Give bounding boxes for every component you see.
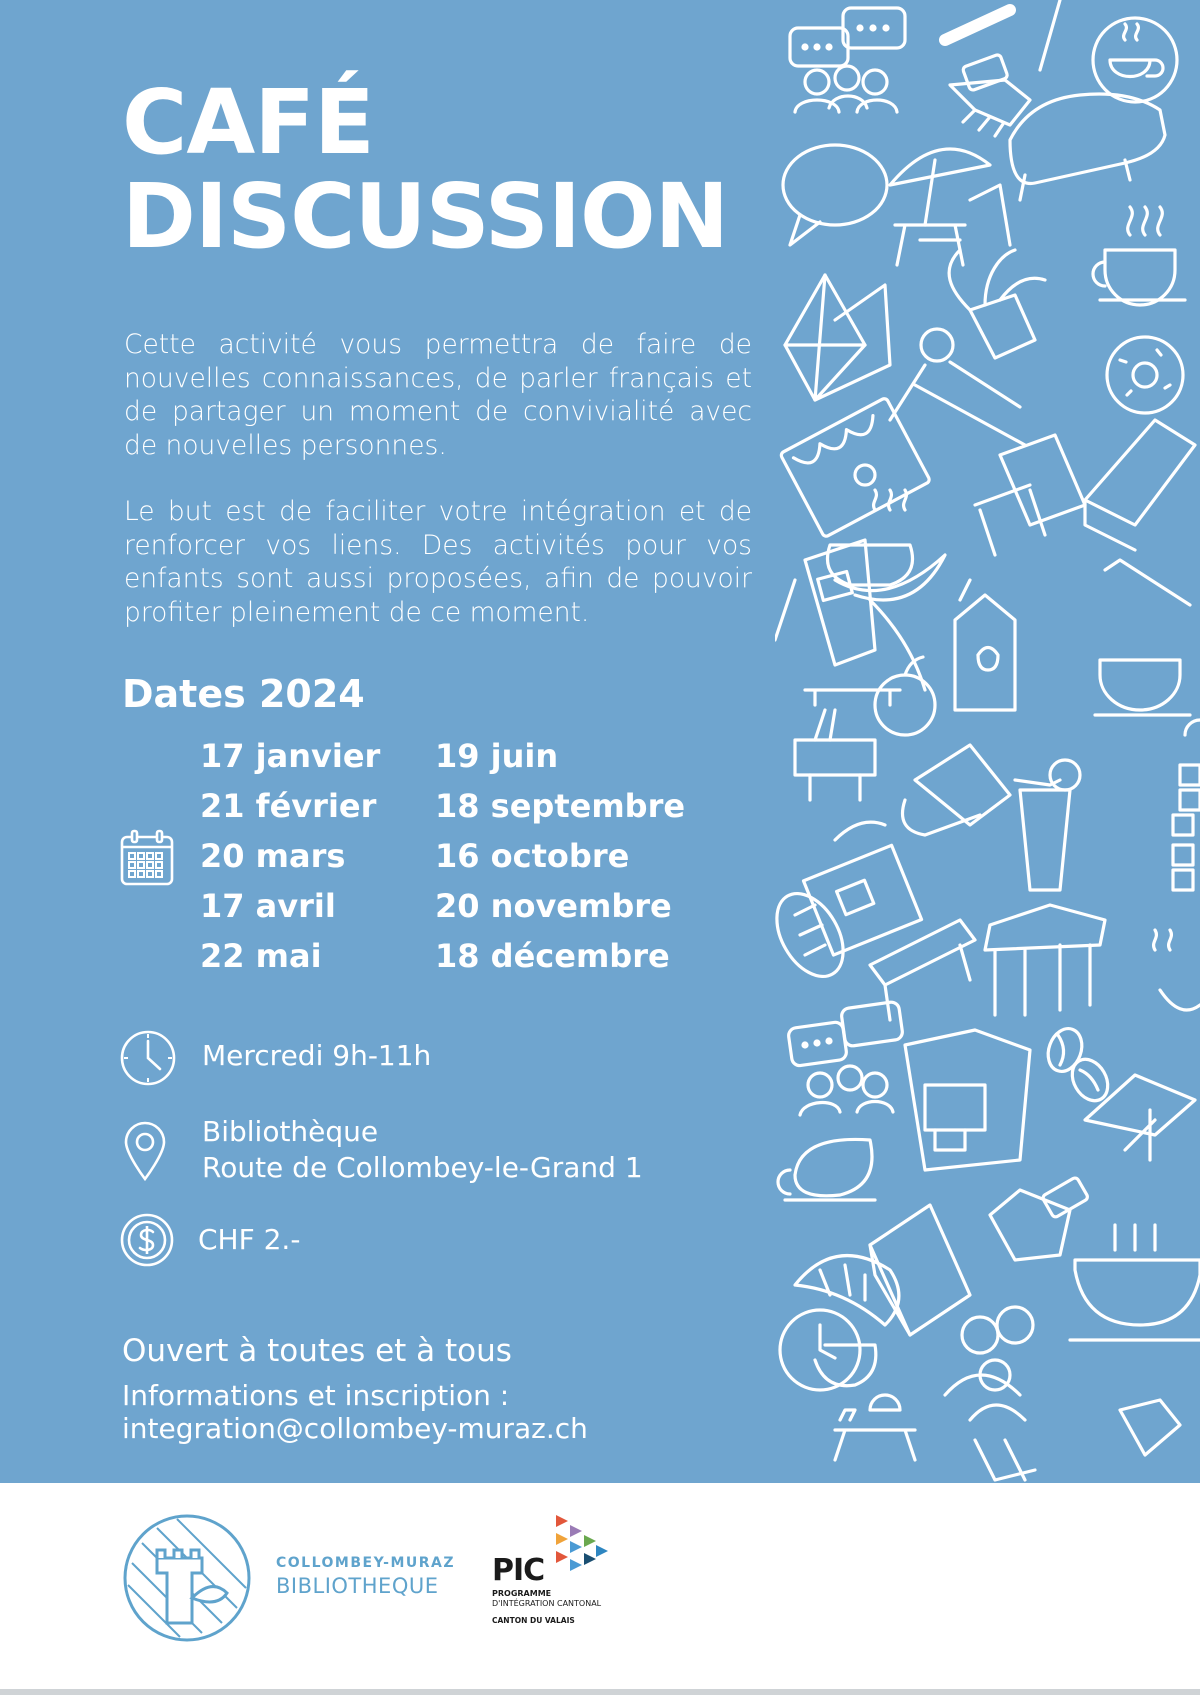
intro-paragraph-2: Le but est de faciliter votre intégration et de renforcer vos liens. Des activités pour vos enfants sont aussi proposées, afin de pouvoir profiter pleinement de ce moment. bbox=[124, 496, 752, 628]
coffee-cup-icon bbox=[1095, 660, 1190, 715]
speech-bubbles-icon bbox=[788, 1001, 904, 1115]
person-icon bbox=[890, 329, 1025, 445]
sofa-icon bbox=[1010, 94, 1165, 200]
location-name: Bibliothèque bbox=[202, 1115, 379, 1148]
date-item: 16 octobre bbox=[435, 837, 630, 875]
chair-icon bbox=[975, 1440, 1035, 1480]
clock-cup-icon bbox=[780, 1310, 876, 1390]
playground-slide-icon bbox=[775, 540, 925, 690]
book-icon bbox=[870, 1205, 970, 1335]
info-label: Informations et inscription : bbox=[122, 1379, 510, 1412]
straw-icon bbox=[1105, 560, 1190, 605]
tea-cup-icon bbox=[1093, 207, 1185, 305]
price-amount: CHF 2.- bbox=[198, 1223, 301, 1256]
milk-carton-icon bbox=[955, 580, 1015, 710]
storefront-icon bbox=[780, 397, 931, 537]
date-item: 20 novembre bbox=[435, 887, 672, 925]
bibliotheque-logo-icon bbox=[122, 1513, 252, 1643]
contact-email[interactable]: integration@collombey-muraz.ch bbox=[122, 1412, 588, 1445]
speech-bubbles-icon bbox=[790, 8, 905, 112]
title-line-1: CAFÉ bbox=[122, 70, 374, 174]
cup-saucer-icon bbox=[778, 1139, 875, 1200]
poster-title bbox=[122, 70, 729, 268]
terrace-umbrella-icon bbox=[890, 149, 1010, 265]
date-item: 21 février bbox=[200, 787, 377, 825]
grinder-icon bbox=[1120, 1400, 1180, 1455]
origami-icon bbox=[785, 275, 890, 400]
date-item: 20 mars bbox=[200, 837, 346, 875]
cafe-kiosk-icon bbox=[985, 905, 1105, 1015]
table-setting-icon bbox=[835, 1395, 915, 1460]
espresso-machine-icon bbox=[905, 1030, 1030, 1170]
location-pin-icon bbox=[122, 1120, 168, 1182]
intro-paragraph-1: Cette activité vous permettra de faire de nouvelles connaissances, de parler français et de partager un moment de convivialité avec de nouvelles personnes. bbox=[124, 329, 752, 461]
bibliotheque-logo-line1: COLLOMBEY-MURAZ bbox=[276, 1555, 456, 1571]
location-address: Route de Collombey-le-Grand 1 bbox=[202, 1151, 643, 1184]
date-item: 17 janvier bbox=[200, 737, 381, 775]
handshake-icon bbox=[950, 54, 1030, 136]
title-line-2: DISCUSSION bbox=[122, 164, 729, 268]
calendar-icon bbox=[119, 829, 175, 887]
schedule-time: Mercredi 9h-11h bbox=[202, 1039, 432, 1072]
pic-logo-line2: D'INTÉGRATION CANTONAL bbox=[492, 1599, 602, 1608]
bread-icon bbox=[775, 882, 857, 988]
date-item: 19 juin bbox=[435, 737, 559, 775]
pic-logo-acronym: PIC bbox=[492, 1553, 545, 1588]
date-item: 17 avril bbox=[200, 887, 336, 925]
bowl-icon bbox=[1070, 1225, 1200, 1340]
drink-icon bbox=[1015, 760, 1080, 890]
chair-icon bbox=[975, 435, 1085, 555]
pic-logo-line3: CANTON DU VALAIS bbox=[492, 1616, 575, 1625]
open-to-all-text: Ouvert à toutes et à tous bbox=[122, 1333, 512, 1369]
hopscotch-icon bbox=[1173, 720, 1200, 890]
hot-cup-icon bbox=[1154, 930, 1200, 1010]
clock-icon bbox=[118, 1028, 178, 1088]
bibliotheque-logo-line2: BIBLIOTHEQUE bbox=[276, 1574, 439, 1598]
coffee-beans-icon bbox=[1042, 1024, 1114, 1107]
date-item: 22 mai bbox=[200, 937, 322, 975]
armchair-icon bbox=[903, 745, 1011, 835]
bar-stool-icon bbox=[1085, 1075, 1195, 1160]
coffee-sign-icon bbox=[1040, 0, 1177, 102]
date-item: 18 septembre bbox=[435, 787, 686, 825]
cafe-storefront-icon bbox=[804, 822, 922, 955]
pic-logo-line1: PROGRAMME bbox=[492, 1589, 552, 1598]
book-icon bbox=[1085, 420, 1195, 550]
dates-heading: Dates 2024 bbox=[122, 672, 365, 716]
cafe-icon-pattern bbox=[775, 0, 1200, 1483]
handshake-icon bbox=[990, 1177, 1089, 1260]
people-group-icon bbox=[945, 1307, 1033, 1420]
bottom-divider bbox=[0, 1689, 1200, 1695]
donut-icon bbox=[1107, 337, 1183, 413]
date-item: 18 décembre bbox=[435, 937, 670, 975]
pic-arrows-icon bbox=[550, 1513, 608, 1575]
apple-icon bbox=[875, 657, 935, 735]
speech-bubble-icon bbox=[783, 145, 887, 245]
footer-logos bbox=[0, 1483, 1200, 1695]
dollar-coin-icon bbox=[119, 1212, 175, 1268]
bar-shelf-icon bbox=[795, 690, 900, 800]
